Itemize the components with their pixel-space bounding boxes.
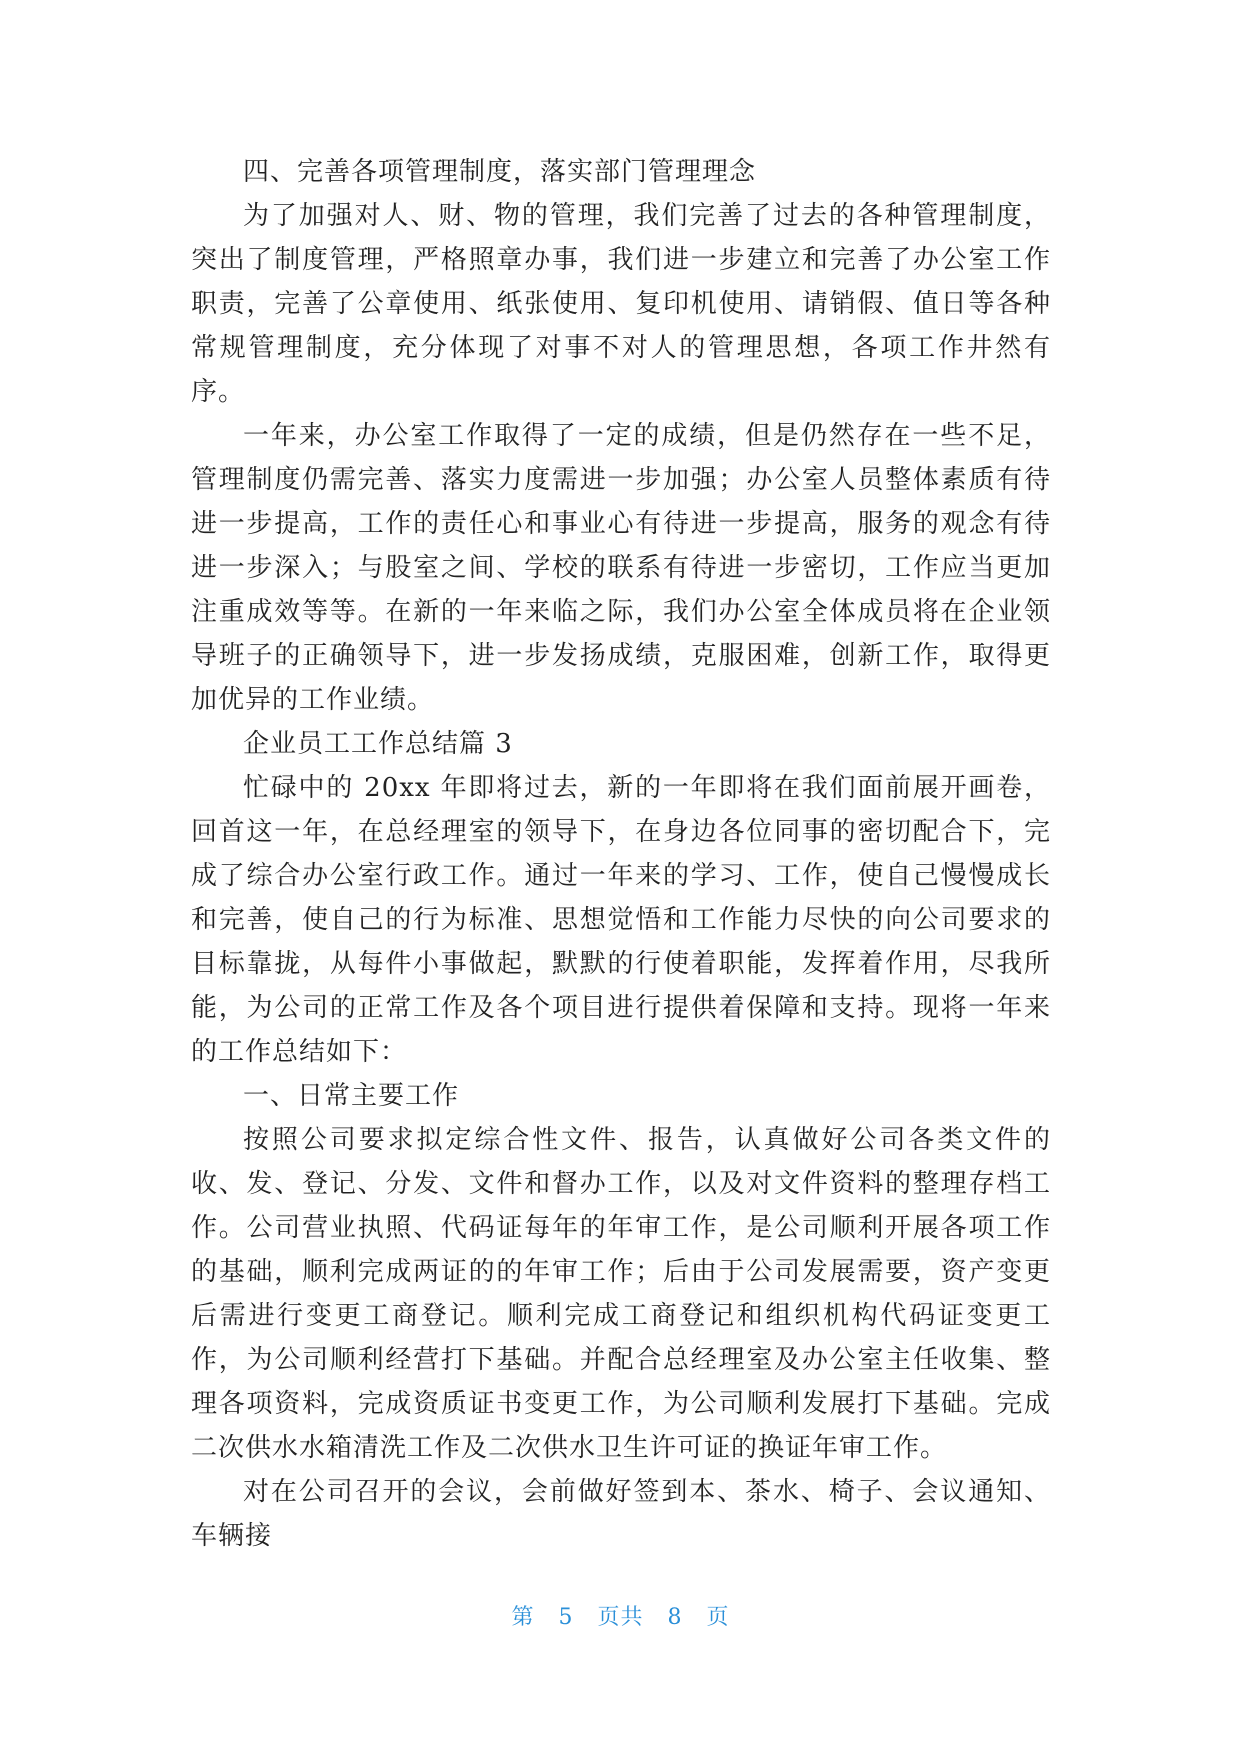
paragraph: 对在公司召开的会议，会前做好签到本、茶水、椅子、会议通知、车辆接	[191, 1477, 1051, 1551]
current-page-number: 5	[558, 1605, 574, 1630]
footer-prefix: 第	[511, 1605, 535, 1630]
document-body	[191, 150, 1051, 1558]
section-heading: 四、完善各项管理制度，落实部门管理理念	[243, 157, 757, 187]
footer-suffix: 页	[706, 1605, 730, 1630]
section-heading: 一、日常主要工作	[243, 1081, 460, 1111]
paragraph: 按照公司要求拟定综合性文件、报告，认真做好公司各类文件的收、发、登记、分发、文件和督办工作，以及对文件资料的整理存档工作。公司营业执照、代码证每年的年审工作，是公司顺利开展各项工作的基础，顺利完成两证的的年审工作；后由于公司发展需要，资产变更后需进行变更工商登记。顺利完成工商登记和组织机构代码证变更工作，为公司顺利经营打下基础。并配合总经理室及办公室主任收集、整理各项资料，完成资质证书变更工作，为公司顺利发展打下基础。完成二次供水水箱清洗工作及二次供水卫生许可证的换证年审工作。	[191, 1125, 1051, 1463]
paragraph: 一年来，办公室工作取得了一定的成绩，但是仍然存在一些不足，管理制度仍需完善、落实力度需进一步加强；办公室人员整体素质有待进一步提高，工作的责任心和事业心有待进一步提高，服务的观念有待进一步深入；与股室之间、学校的联系有待进一步密切，工作应当更加注重成效等等。在新的一年来临之际，我们办公室全体成员将在企业领导班子的正确领导下，进一步发扬成绩，克服困难，创新工作，取得更加优异的工作业绩。	[191, 421, 1051, 715]
total-pages-number: 8	[667, 1605, 683, 1630]
paragraph: 为了加强对人、财、物的管理，我们完善了过去的各种管理制度，突出了制度管理，严格照章办事，我们进一步建立和完善了办公室工作职责，完善了公章使用、纸张使用、复印机使用、请销假、值日等各种常规管理制度，充分体现了对事不对人的管理思想，各项工作井然有序。	[191, 201, 1051, 407]
section-heading: 企业员工工作总结篇 3	[243, 729, 513, 759]
paragraph: 忙碌中的 20xx 年即将过去，新的一年即将在我们面前展开画卷，回首这一年，在总经理室的领导下，在身边各位同事的密切配合下，完成了综合办公室行政工作。通过一年来的学习、工作，使自己慢慢成长和完善，使自己的行为标准、思想觉悟和工作能力尽快的向公司要求的目标靠拢，从每件小事做起，默默的行使着职能，发挥着作用，尽我所能，为公司的正常工作及各个项目进行提供着保障和支持。现将一年来的工作总结如下：	[191, 773, 1051, 1067]
page-footer	[0, 1600, 1241, 1631]
footer-middle: 页共	[597, 1605, 644, 1630]
